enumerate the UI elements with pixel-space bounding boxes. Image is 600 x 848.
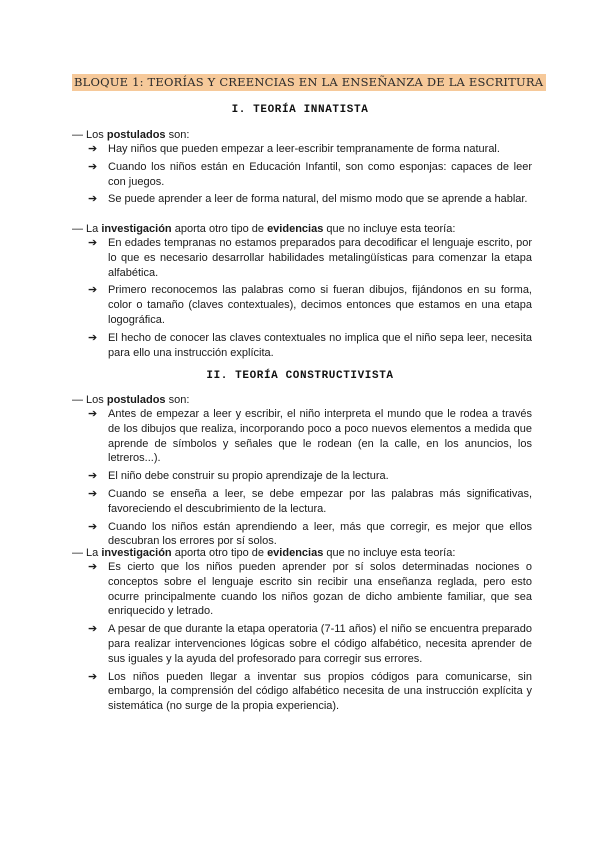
arrow-right-icon: ➔: [88, 160, 98, 173]
arrow-right-icon: ➔: [88, 561, 98, 573]
list-item: [88, 469, 532, 484]
arrow-right-icon: ➔: [88, 237, 98, 249]
intro-middle: aporta otro tipo de: [171, 547, 268, 559]
list-item-text: Cuando se enseña a leer, se debe empezar por las palabras más significativas, favoreciendo el descubrimiento de la lectura.: [108, 487, 532, 515]
list-item-text: Antes de empezar a leer y escribir, el niño interpreta el mundo que le rodea a través de los dibujos que realiza, incorporando poco a poco nuevos elementos a medida que aprende de símbolos y señales que le rodean (en la calle, en los anuncios, los letreros...).: [108, 408, 532, 465]
list-item-text: En edades tempranas no estamos preparados para decodificar el lenguaje escrito, por lo que es necesario desarrollar habilidades metalingüísticas para comenzar la etapa alfabética.: [108, 237, 532, 279]
arrow-right-icon: ➔: [88, 331, 98, 344]
list-item-text: Hay niños que pueden empezar a leer-escribir tempranamente de forma natural.: [108, 143, 500, 155]
investigacion-list-constructivista: [88, 560, 532, 717]
postulados-intro-constructivista: [72, 393, 532, 407]
intro-bold: postulados: [106, 129, 166, 141]
investigacion-list-innatista: [88, 236, 532, 363]
list-item: [88, 331, 532, 361]
list-item: [88, 283, 532, 327]
list-item: [88, 487, 532, 517]
intro-bold: investigación: [101, 547, 172, 559]
arrow-right-icon: ➔: [88, 408, 98, 420]
intro-prefix: — La: [72, 223, 102, 235]
arrow-right-icon: ➔: [88, 520, 98, 533]
postulados-list-constructivista: [88, 407, 532, 552]
intro-bold: investigación: [101, 223, 172, 235]
list-item-text: Cuando los niños están aprendiendo a leer, más que corregir, es mejor que ellos descubran los errores por sí solos.: [108, 520, 532, 548]
section-heading-innatista: I. TEORÍA INNATISTA: [231, 104, 369, 116]
postulados-intro-innatista: [72, 128, 532, 142]
intro-bold: postulados: [106, 394, 166, 406]
intro-bold: evidencias: [267, 223, 324, 235]
intro-prefix: — Los: [72, 129, 107, 141]
list-item: [88, 192, 532, 207]
intro-prefix: — La: [72, 547, 102, 559]
list-item: [88, 520, 532, 550]
list-item: [88, 622, 532, 666]
intro-middle: aporta otro tipo de: [171, 223, 268, 235]
intro-suffix: que no incluye esta teoría:: [323, 223, 456, 235]
intro-prefix: — Los: [72, 394, 107, 406]
arrow-right-icon: ➔: [88, 487, 98, 500]
intro-suffix: que no incluye esta teoría:: [323, 547, 456, 559]
list-item-text: Los niños pueden llegar a inventar sus propios códigos para comunicarse, sin embargo, la comprensión del código alfabético necesita de una instrucción explícita y sistemática (no surge de la propia experiencia).: [108, 670, 532, 713]
list-item-text: El niño debe construir su propio aprendizaje de la lectura.: [108, 470, 389, 483]
arrow-right-icon: ➔: [88, 670, 98, 683]
arrow-right-icon: ➔: [88, 284, 98, 297]
section-heading-constructivista: II. TEORÍA CONSTRUCTIVISTA: [206, 370, 394, 382]
list-item-text: Se puede aprender a leer de forma natural, del mismo modo que se aprende a hablar.: [108, 193, 528, 206]
list-item-text: Es cierto que los niños pueden aprender por sí solos determinadas nociones o conceptos sobre el lenguaje escrito sin recibir una enseñanza reglada, pero esto ocurre principalmente cuando los niños gozan de dicho ambiente familiar, que sea enriquecido y letrado.: [108, 561, 532, 618]
list-item: [88, 236, 532, 280]
list-item: [88, 560, 532, 619]
list-item-text: Cuando los niños están en Educación Infantil, son como esponjas: capaces de leer con juegos.: [108, 160, 532, 188]
bloque-title: BLOQUE 1: TEORÍAS Y CREENCIAS EN LA ENSEÑANZA DE LA ESCRITURA: [72, 74, 546, 91]
intro-suffix: son:: [165, 129, 190, 141]
investigacion-intro-constructivista: [72, 546, 532, 560]
postulados-list-innatista: [88, 142, 532, 210]
investigacion-intro-innatista: [72, 222, 532, 236]
arrow-right-icon: ➔: [88, 623, 98, 636]
intro-suffix: son:: [165, 394, 190, 406]
list-item-text: El hecho de conocer las claves contextuales no implica que el niño sepa leer, necesita para ello una instrucción explícita.: [108, 331, 532, 359]
list-item: [88, 142, 532, 157]
list-item: [88, 670, 532, 714]
intro-bold: evidencias: [267, 547, 324, 559]
arrow-right-icon: ➔: [88, 143, 98, 155]
arrow-right-icon: ➔: [88, 470, 98, 483]
arrow-right-icon: ➔: [88, 193, 98, 206]
list-item: [88, 407, 532, 466]
list-item: [88, 160, 532, 190]
list-item-text: Primero reconocemos las palabras como si fueran dibujos, fijándonos en su forma, color o tamaño (claves contextuales), decimos entonces que estamos en una etapa logográfica.: [108, 284, 532, 326]
list-item-text: A pesar de que durante la etapa operatoria (7-11 años) el niño se encuentra preparado para realizar intervenciones lógicas sobre el código alfabético, necesita aprender de sus iguales y la ayuda del profesorado para corregir sus errores.: [108, 623, 532, 665]
